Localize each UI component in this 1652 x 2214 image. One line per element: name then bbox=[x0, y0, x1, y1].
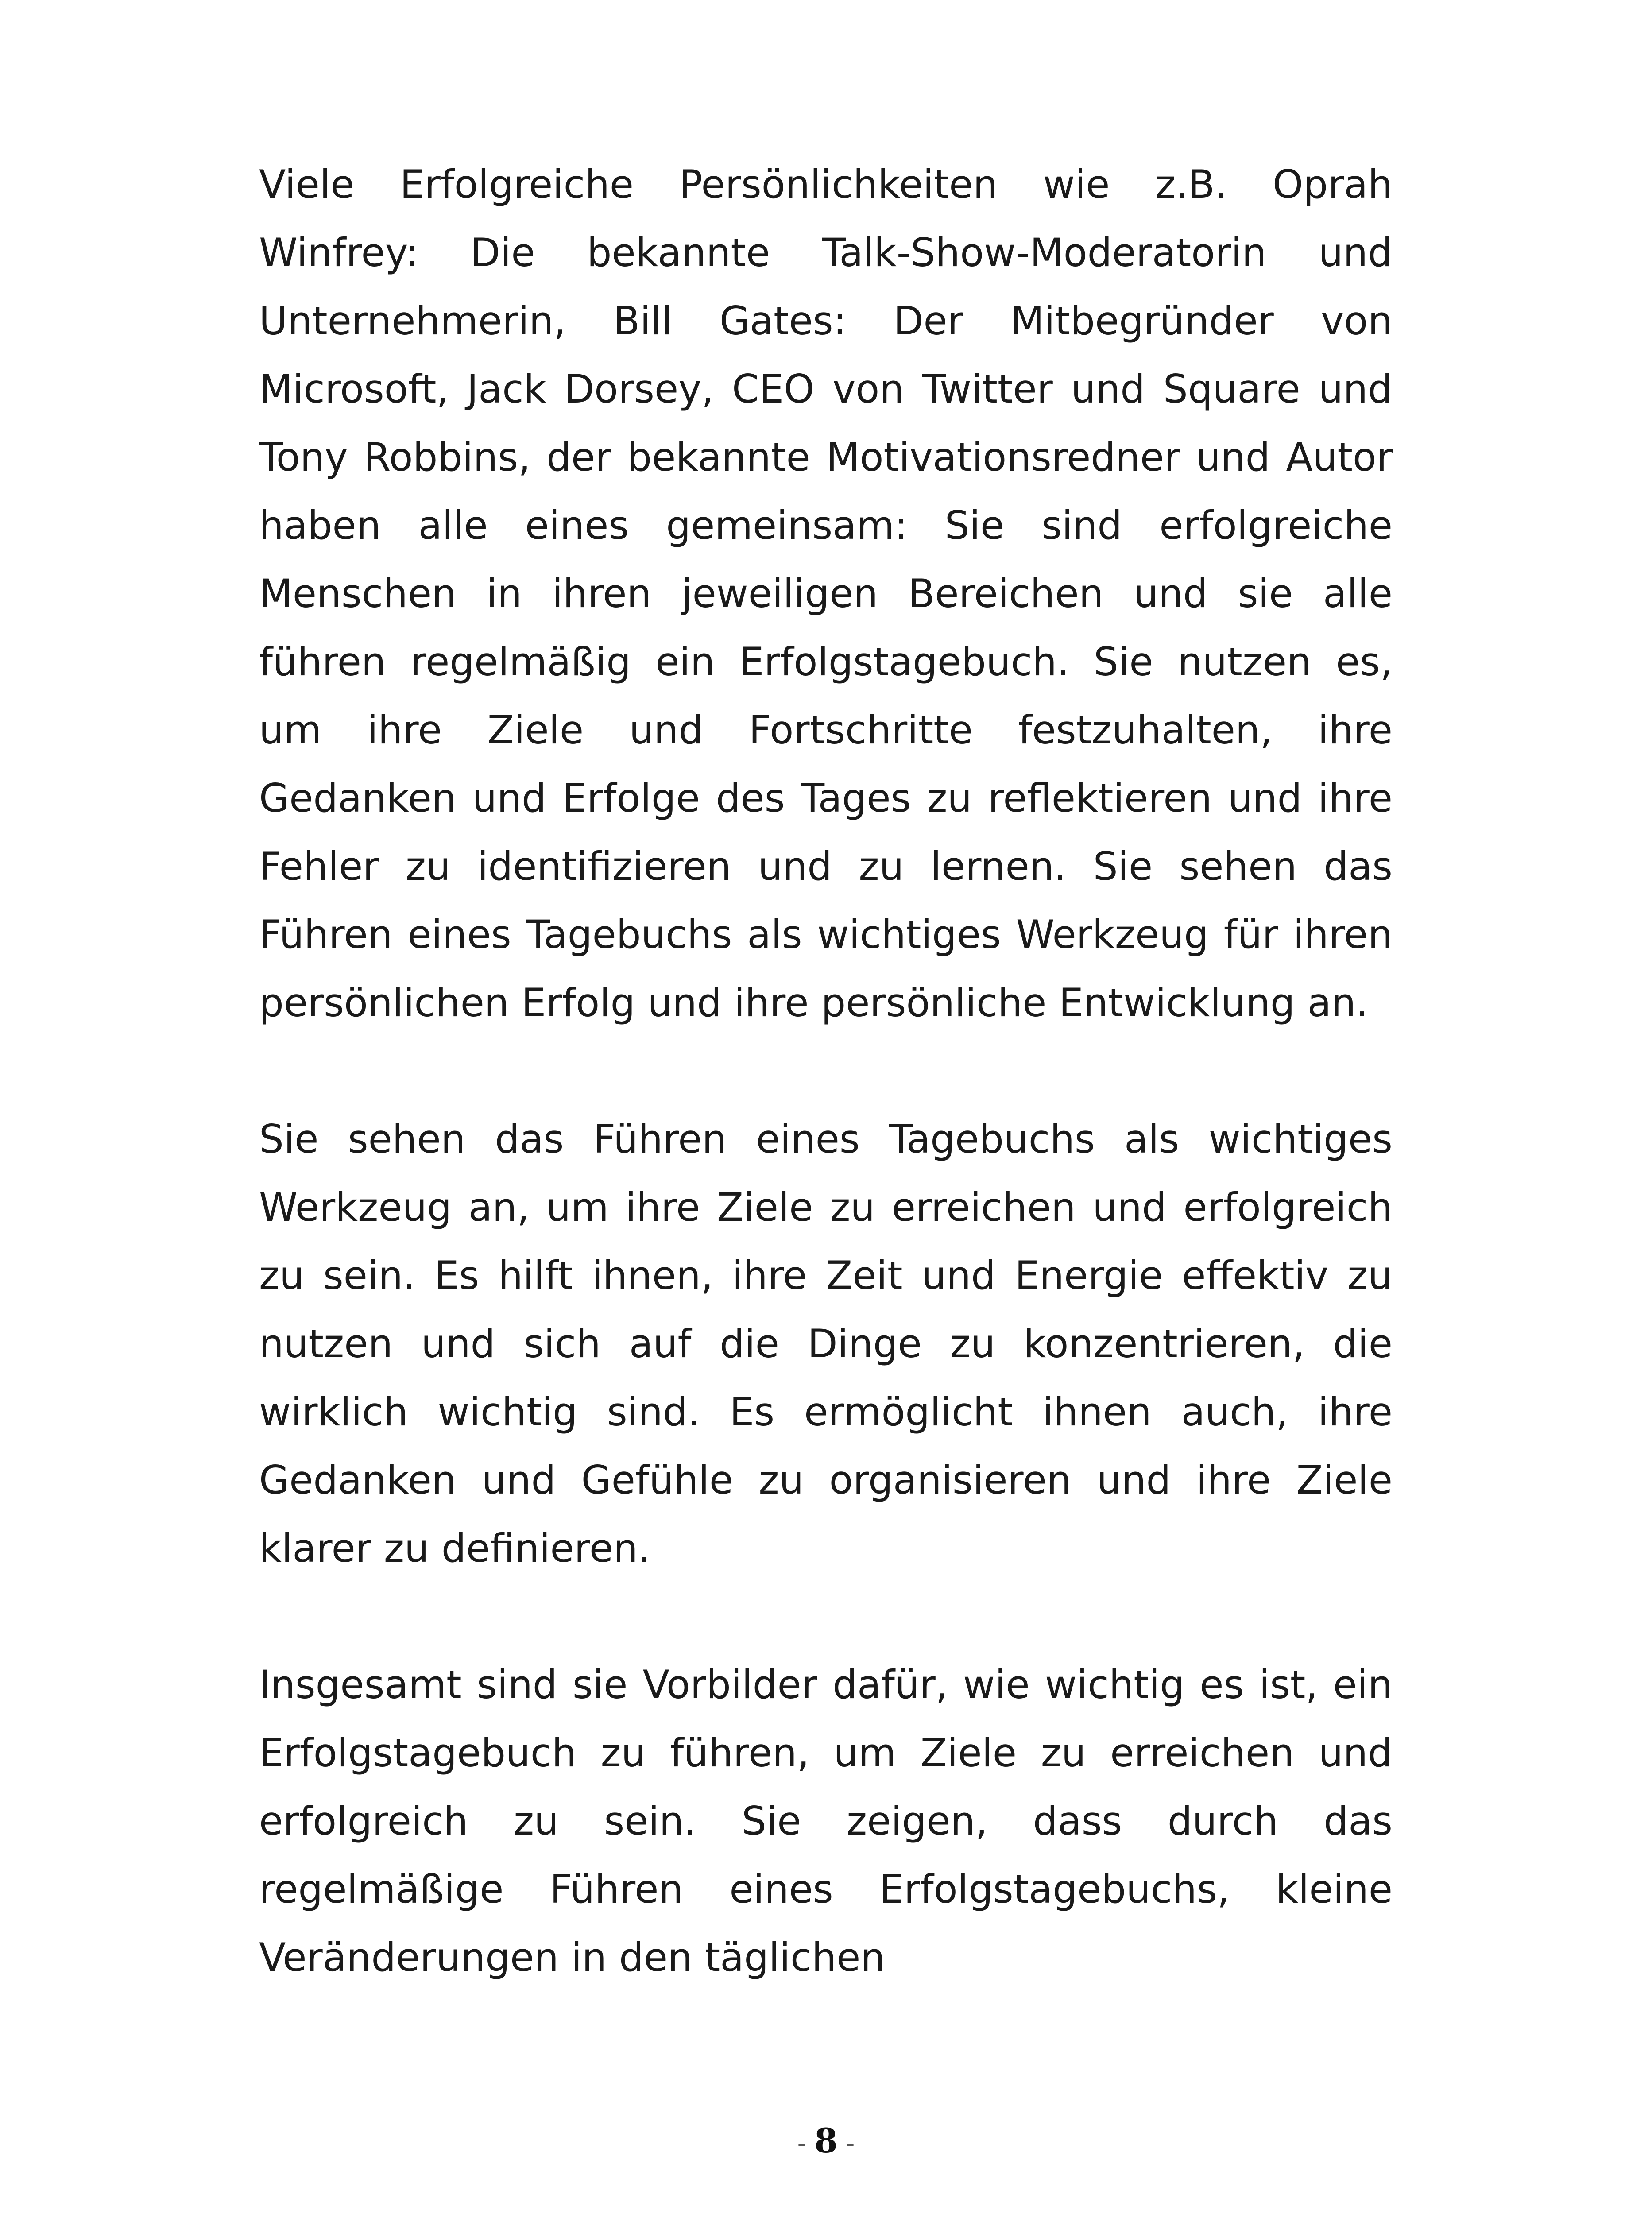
page-number bbox=[0, 2121, 1652, 2160]
page-number-right-dash: - bbox=[845, 2128, 855, 2159]
body-text bbox=[259, 151, 1393, 1992]
page-number-value: 8 bbox=[814, 2121, 838, 2160]
paragraph-1: Viele Erfolgreiche Persönlichkeiten wie z.B. Oprah Winfrey: Die bekannte Talk-Show-Moderatorin und Unternehmerin, Bill Gates: Der Mitbegründer von Microsoft, Jack Dorsey, CEO von Twitter und Square und Tony Robbins, der bekannte Motivationsredner und Autor haben alle eines gemeinsam: Sie sind erfolgreiche Menschen in ihren jeweiligen Bereichen und sie alle führen regelmäßig ein Erfolgstagebuch. Sie nutzen es, um ihre Ziele und Fortschritte festzuhalten, ihre Gedanken und Erfolge des Tages zu reflektieren und ihre Fehler zu identifizieren und zu lernen. Sie sehen das Führen eines Tagebuchs als wichtiges Werkzeug für ihren persönlichen Erfolg und ihre persönliche Entwicklung an. bbox=[259, 162, 1393, 1026]
paragraph-3: Insgesamt sind sie Vorbilder dafür, wie wichtig es ist, ein Erfolgstagebuch zu führen, um Ziele zu erreichen und erfolgreich zu sein. Sie zeigen, dass durch das regelmäßige Führen eines Erfolgstagebuchs, kleine Veränderungen in den täglichen bbox=[259, 1662, 1393, 1980]
paragraph-2: Sie sehen das Führen eines Tagebuchs als wichtiges Werkzeug an, um ihre Ziele zu erreichen und erfolgreich zu sein. Es hilft ihnen, ihre Zeit und Energie effektiv zu nutzen und sich auf die Dinge zu konzentrieren, die wirklich wichtig sind. Es ermöglicht ihnen auch, ihre Gedanken und Gefühle zu organisieren und ihre Ziele klarer zu definieren. bbox=[259, 1116, 1393, 1571]
page-number-left-dash: - bbox=[797, 2128, 807, 2159]
